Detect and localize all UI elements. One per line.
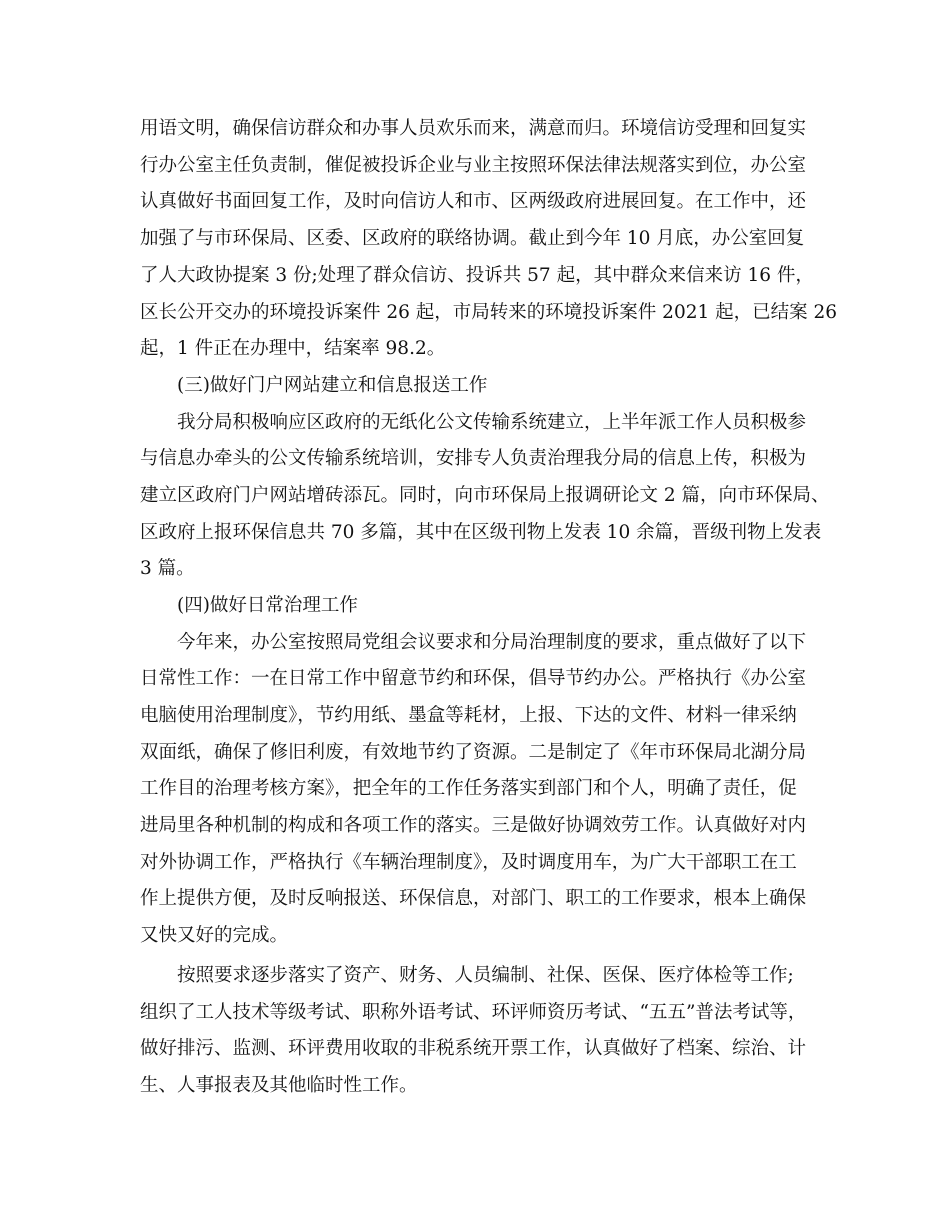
section-heading: (四)做好日常治理工作 xyxy=(177,595,358,616)
text-line: 电脑使用治理制度》，节约用纸、墨盒等耗材，上报、下达的文件、材料一律采纳 xyxy=(140,705,797,726)
text-line: 进局里各种机制的构成和各项工作的落实。三是做好协调效劳工作。认真做好对内 xyxy=(140,815,807,836)
text-line: 3 篇。 xyxy=(140,558,195,579)
text-line: 区长公开交办的环境投诉案件 26 起，市局转来的环境投诉案件 2021 起，已结案 26 xyxy=(140,302,838,323)
text-line: 认真做好书面回复工作，及时向信访人和市、区两级政府进展回复。在工作中，还 xyxy=(140,191,807,212)
paragraph-first-line: 今年来，办公室按照局党组会议要求和分局治理制度的要求，重点做好了以下 xyxy=(177,632,807,653)
text-line: 了人大政协提案 3 份;处理了群众信访、投诉共 57 起，其中群众来信来访 16 件， xyxy=(140,265,814,286)
text-line: 组织了工人技术等级考试、职称外语考试、环评师资历考试、“五五”普法考试等， xyxy=(140,1002,807,1023)
section-heading: (三)做好门户网站建立和信息报送工作 xyxy=(177,375,488,396)
text-line: 区政府上报环保信息共 70 多篇，其中在区级刊物上发表 10 余篇，晋级刊物上发表 xyxy=(140,522,822,543)
text-line: 又快又好的完成。 xyxy=(140,925,289,946)
text-line: 日常性工作：一在日常工作中留意节约和环保，倡导节约办公。严格执行《办公室 xyxy=(140,668,807,689)
text-line: 作上提供方便，及时反响报送、环保信息，对部门、职工的工作要求，根本上确保 xyxy=(140,888,807,909)
text-line: 对外协调工作，严格执行《车辆治理制度》，及时调度用车，为广大干部职工在工 xyxy=(140,852,797,873)
text-line: 双面纸，确保了修旧利废，有效地节约了资源。二是制定了《年市环保局北湖分局 xyxy=(140,742,807,763)
text-line: 工作目的治理考核方案》，把全年的工作任务落实到部门和个人，明确了责任，促 xyxy=(140,778,797,799)
text-line: 加强了与市环保局、区委、区政府的联络协调。截止到今年 10 月底，办公室回复 xyxy=(140,228,805,249)
paragraph-first-line: 我分局积极响应区政府的无纸化公文传输系统建立，上半年派工作人员积极参 xyxy=(177,412,807,433)
text-line: 做好排污、监测、环评费用收取的非税系统开票工作，认真做好了档案、综治、计 xyxy=(140,1038,807,1059)
text-line: 用语文明，确保信访群众和办事人员欢乐而来，满意而归。环境信访受理和回复实 xyxy=(140,118,807,139)
text-line: 行办公室主任负责制，催促被投诉企业与业主按照环保法律法规落实到位，办公室 xyxy=(140,155,807,176)
text-line: 生、人事报表及其他临时性工作。 xyxy=(140,1075,418,1096)
text-line: 建立区政府门户网站增砖添瓦。同时，向市环保局上报调研论文 2 篇，向市环保局、 xyxy=(140,485,830,506)
text-line: 起，1 件正在办理中，结案率 98.2。 xyxy=(140,338,446,359)
paragraph-first-line: 按照要求逐步落实了资产、财务、人员编制、社保、医保、医疗体检等工作; xyxy=(177,965,794,986)
text-line: 与信息办牵头的公文传输系统培训，安排专人负责治理我分局的信息上传，积极为 xyxy=(140,448,807,469)
